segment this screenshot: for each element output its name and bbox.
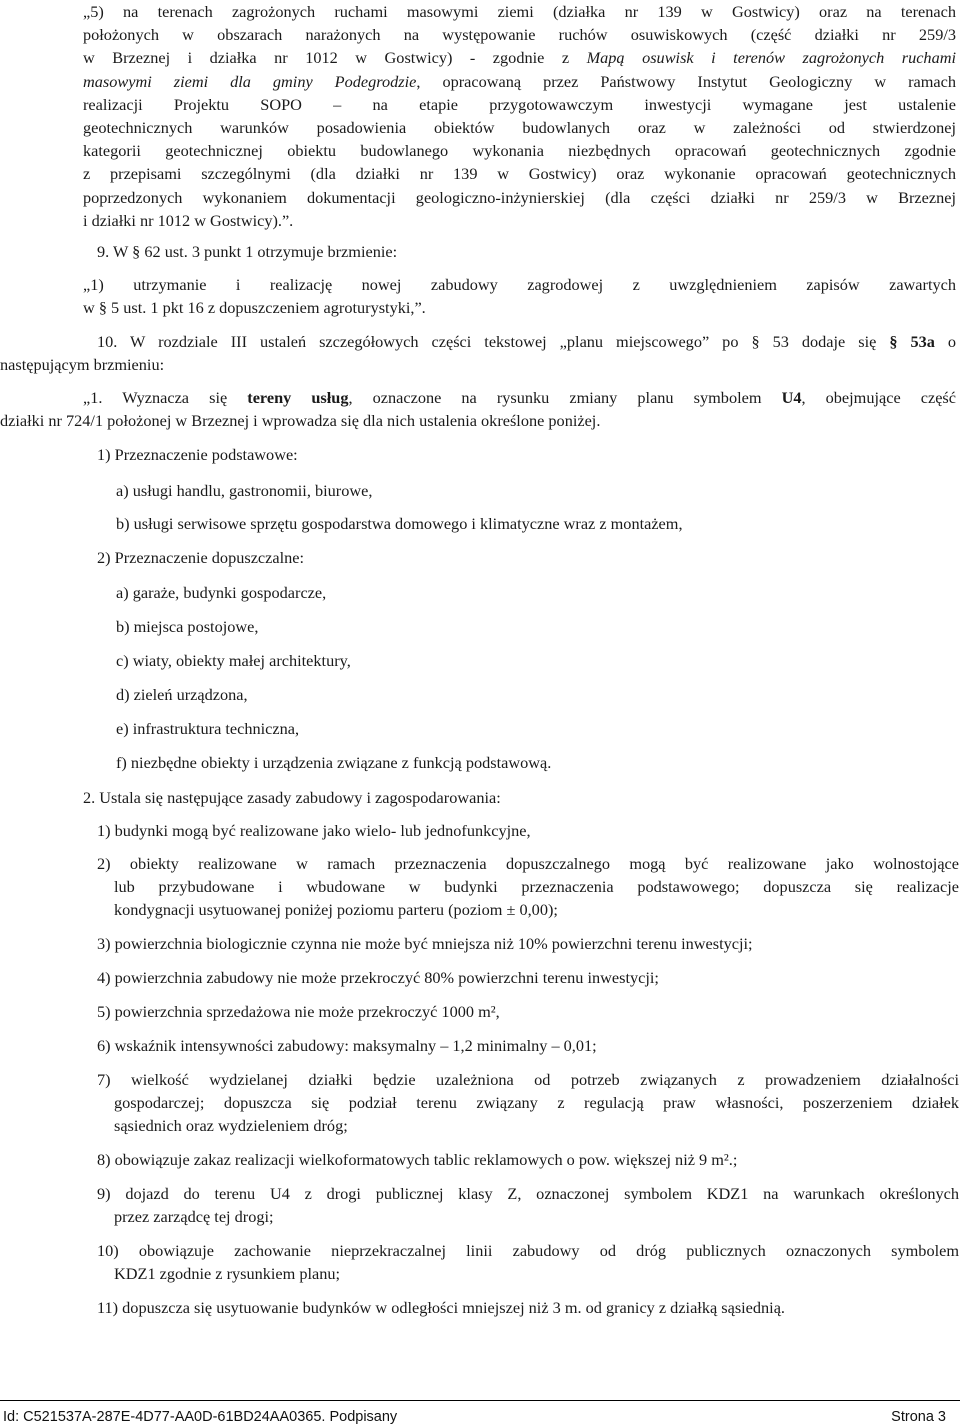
rule-item: 5) powierzchnia sprzedażowa nie może przekroczyć 1000 m², bbox=[97, 1002, 500, 1021]
basic-purpose-title: 1) Przeznaczenie podstawowe: bbox=[97, 445, 298, 464]
text-line: „5) na terenach zagrożonych ruchami masowymi ziemi (działka nr 139 w Gostwicy) oraz na terenach bbox=[83, 2, 956, 21]
rule-item: 1) budynki mogą być realizowane jako wielo- lub jednofunkcyjne, bbox=[97, 821, 531, 840]
text-span: , oznaczone na rysunku zmiany planu symbolem bbox=[348, 388, 782, 407]
text-line: następującym brzmieniu: bbox=[0, 355, 165, 375]
text-line: i działki nr 1012 w Gostwicy).”. bbox=[83, 210, 294, 230]
text-span: 10. W rozdziale III ustaleń szczegółowych części tekstowej „planu miejscowego” po § 53 dodaje się bbox=[97, 332, 890, 351]
prev-item-paragraph bbox=[83, 0, 956, 232]
text-line: sąsiednich oraz wydzieleniem dróg; bbox=[114, 1116, 348, 1136]
rule-item bbox=[97, 852, 959, 922]
text-line bbox=[0, 386, 956, 409]
page-number: Strona 3 bbox=[891, 1409, 946, 1425]
text-span: „1. Wyznacza się bbox=[83, 388, 248, 407]
text-span: , obejmujące część bbox=[801, 388, 956, 407]
list-item: d) zieleń urządzona, bbox=[116, 685, 248, 704]
list-item: a) usługi handlu, gastronomii, biurowe, bbox=[116, 481, 373, 500]
text-line bbox=[83, 46, 956, 69]
rule-item: 3) powierzchnia biologicznie czynna nie może być mniejsza niż 10% powierzchni terenu inwestycji; bbox=[97, 934, 753, 953]
section-53a-intro bbox=[0, 386, 956, 432]
rule-item bbox=[97, 1239, 959, 1285]
text-line: 10) obowiązuje zachowanie nieprzekraczalnej linii zabudowy od dróg publicznych oznaczonych symbolem bbox=[97, 1241, 959, 1260]
text-line: 9) dojazd do terenu U4 z drogi publicznej klasy Z, oznaczonej symbolem KDZ1 na warunkach określonych bbox=[97, 1184, 959, 1203]
text-line: gospodarczej; dopuszcza się podział terenu związany z regulacją praw własności, poszerzeniem działek bbox=[114, 1093, 959, 1113]
map-title-italic: Mapą osuwisk i terenów zagrożonych ruchami bbox=[586, 48, 956, 68]
list-item: a) garaże, budynki gospodarcze, bbox=[116, 583, 327, 602]
text-line bbox=[0, 330, 956, 353]
list-item: e) infrastruktura techniczna, bbox=[116, 719, 300, 738]
text-line bbox=[83, 70, 956, 93]
text-line: KDZ1 zgodnie z rysunkiem planu; bbox=[114, 1264, 341, 1284]
item-10-paragraph bbox=[0, 330, 956, 376]
text-span: o bbox=[934, 332, 957, 351]
map-title-italic: masowymi ziemi dla gminy Podegrodzie bbox=[83, 71, 417, 91]
rule-item: 8) obowiązuje zakaz realizacji wielkoformatowych tablic reklamowych o pow. większej niż 9 m².; bbox=[97, 1150, 738, 1169]
text-line: kategorii geotechnicznej obiektu budowlanego wykonania niezbędnych opracowań geotechnicznych zgodnie bbox=[83, 141, 956, 161]
text-span: , opracowaną przez Państwowy Instytut Geologiczny w ramach bbox=[416, 71, 956, 91]
rule-item: 11) dopuszcza się usytuowanie budynków w odległości mniejszej niż 3 m. od granicy z działką sąsiednią. bbox=[97, 1298, 786, 1317]
text-line: „1) utrzymanie i realizację nowej zabudowy zagrodowej z uwzględnieniem zapisów zawartych bbox=[83, 275, 956, 294]
allowed-purpose-title: 2) Przeznaczenie dopuszczalne: bbox=[97, 548, 305, 567]
rule-item: 4) powierzchnia zabudowy nie może przekroczyć 80% powierzchni terenu inwestycji; bbox=[97, 968, 659, 987]
item-9-quote bbox=[83, 273, 956, 319]
symbol-bold: U4 bbox=[781, 388, 802, 407]
text-line: przez zarządcę tej drogi; bbox=[114, 1207, 274, 1227]
list-item: f) niezbędne obiekty i urządzenia związane z funkcją podstawową. bbox=[116, 753, 552, 772]
text-line: 7) wielkość wydzielanej działki będzie uzależniona od potrzeb związanych z prowadzeniem działalności bbox=[97, 1070, 959, 1089]
text-line: poprzedzonych wykonaniem dokumentacji geologiczno-inżynierskiej (dla części działki nr 259/3 w Brzeznej bbox=[83, 187, 956, 207]
text-line: 2) obiekty realizowane w ramach przeznaczenia dopuszczalnego mogą być realizowane jako wolnostojące bbox=[97, 854, 959, 873]
rules-title: 2. Ustala się następujące zasady zabudowy i zagospodarowania: bbox=[83, 788, 501, 807]
list-item: c) wiaty, obiekty małej architektury, bbox=[116, 651, 351, 670]
section-number-bold: § 53a bbox=[889, 332, 935, 351]
text-line: geotechnicznych warunków posadowienia obiektów budowlanych oraz w zależności od stwierdzonej bbox=[83, 118, 956, 138]
footer-divider bbox=[0, 1400, 960, 1401]
text-line: kondygnacji usytuowanej poniżej poziomu parteru (poziom ± 0,00); bbox=[114, 900, 558, 920]
rule-item: 6) wskaźnik intensywności zabudowy: maksymalny – 1,2 minimalny – 0,01; bbox=[97, 1036, 597, 1055]
text-line: działki nr 724/1 położonej w Brzeznej i wprowadza się dla nich ustalenia określone poniżej. bbox=[0, 411, 601, 431]
document-id: Id: C521537A-287E-4D77-AA0D-61BD24AA0365. Podpisany bbox=[3, 1409, 398, 1425]
text-line: w § 5 ust. 1 pkt 16 z dopuszczeniem agroturystyki,”. bbox=[83, 298, 426, 318]
rule-item bbox=[97, 1182, 959, 1228]
list-item: b) usługi serwisowe sprzętu gospodarstwa domowego i klimatyczne wraz z montażem, bbox=[116, 514, 683, 533]
item-9-heading: 9. W § 62 ust. 3 punkt 1 otrzymuje brzmienie: bbox=[97, 242, 398, 261]
term-bold: tereny usług bbox=[247, 388, 349, 407]
text-line: realizacji Projektu SOPO – na etapie przygotowawczym inwestycji wymagane jest ustalenie bbox=[83, 94, 956, 114]
list-item: b) miejsca postojowe, bbox=[116, 617, 259, 636]
text-line: położonych w obszarach narażonych na występowanie ruchów osuwiskowych (część działki nr 259/3 bbox=[83, 25, 956, 45]
text-span: w Brzeznej i działka nr 1012 w Gostwicy) - zgodnie z bbox=[83, 48, 587, 68]
rule-item bbox=[97, 1068, 959, 1138]
text-line: z przepisami szczególnymi (dla działki nr 139 w Gostwicy) oraz wykonanie opracowań geotechnicznych bbox=[83, 164, 956, 184]
text-line: lub przybudowane i wbudowane w budynki przeznaczenia podstawowego; dopuszcza się realizacje bbox=[114, 877, 959, 897]
